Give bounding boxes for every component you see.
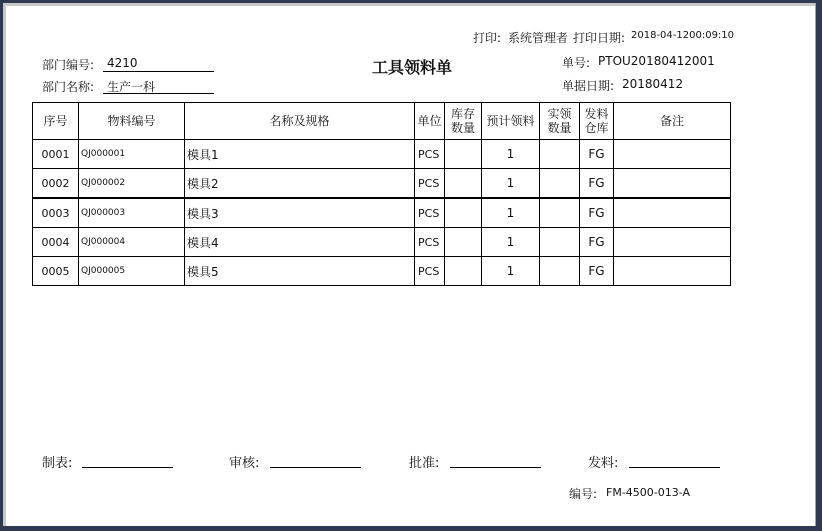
- made-by-line: [82, 467, 173, 468]
- cell-seq: 0003: [33, 198, 79, 228]
- cell-planned: 1: [482, 257, 540, 286]
- cell-unit: PCS: [415, 140, 445, 169]
- dept-name-value: 生产一科: [107, 80, 156, 94]
- cell-unit: PCS: [415, 257, 445, 286]
- cell-unit: PCS: [415, 198, 445, 228]
- printer-label: 打印:: [473, 31, 502, 45]
- made-by-label: 制表:: [42, 456, 73, 471]
- cell-planned: 1: [482, 228, 540, 257]
- cell-stock: [445, 198, 482, 228]
- print-date-value: 2018-04-1200:09:10: [631, 30, 735, 41]
- table-row: [33, 257, 731, 286]
- table-row: [33, 228, 731, 257]
- print-date-label: 打印日期:: [573, 31, 626, 45]
- cell-remark: [614, 169, 731, 199]
- table-row: [33, 140, 731, 169]
- cell-actual: [540, 140, 580, 169]
- cell-planned: 1: [482, 198, 540, 228]
- cell-planned: 1: [482, 140, 540, 169]
- dept-name-underline: [103, 93, 214, 94]
- cell-remark: [614, 198, 731, 228]
- items-table: [32, 102, 731, 286]
- dept-code-value: 4210: [107, 56, 138, 70]
- col-header-name: 名称及规格: [185, 103, 415, 140]
- cell-warehouse: FG: [580, 228, 614, 257]
- cell-stock: [445, 169, 482, 199]
- dept-code-underline: [103, 71, 214, 72]
- approved-by-label: 批准:: [409, 456, 440, 471]
- cell-stock: [445, 257, 482, 286]
- col-header-stock: 库存 数量: [445, 103, 482, 140]
- cell-code: QJ000001: [79, 140, 185, 169]
- col-header-code: 物料编号: [79, 103, 185, 140]
- cell-name: 模具3: [185, 198, 415, 228]
- reviewed-by-line: [270, 467, 361, 468]
- col-header-actual: 实领 数量: [540, 103, 580, 140]
- cell-code: QJ000005: [79, 257, 185, 286]
- cell-warehouse: FG: [580, 169, 614, 199]
- issued-by-label: 发料:: [588, 456, 619, 471]
- cell-remark: [614, 257, 731, 286]
- form-no-value: FM-4500-013-A: [606, 486, 690, 499]
- cell-code: QJ000004: [79, 228, 185, 257]
- dept-code-label: 部门编号:: [42, 58, 95, 72]
- col-header-remark: 备注: [614, 103, 731, 140]
- cell-actual: [540, 257, 580, 286]
- table-row: [33, 169, 731, 199]
- order-date-value: 20180412: [622, 77, 684, 91]
- cell-stock: [445, 228, 482, 257]
- document-title: 工具领料单: [372, 58, 453, 77]
- cell-seq: 0004: [33, 228, 79, 257]
- cell-code: QJ000003: [79, 198, 185, 228]
- cell-name: 模具2: [185, 169, 415, 199]
- reviewed-by-label: 审核:: [229, 456, 260, 471]
- cell-warehouse: FG: [580, 198, 614, 228]
- cell-stock: [445, 140, 482, 169]
- issued-by-line: [629, 467, 720, 468]
- form-no-label: 编号:: [569, 487, 598, 501]
- cell-name: 模具5: [185, 257, 415, 286]
- cell-name: 模具1: [185, 140, 415, 169]
- col-header-planned: 预计领料: [482, 103, 540, 140]
- approved-by-line: [450, 467, 541, 468]
- cell-name: 模具4: [185, 228, 415, 257]
- cell-code: QJ000002: [79, 169, 185, 199]
- order-no-label: 单号:: [562, 56, 591, 70]
- col-header-seq: 序号: [33, 103, 79, 140]
- cell-planned: 1: [482, 169, 540, 199]
- cell-seq: 0005: [33, 257, 79, 286]
- cell-seq: 0001: [33, 140, 79, 169]
- cell-actual: [540, 228, 580, 257]
- cell-actual: [540, 169, 580, 199]
- cell-warehouse: FG: [580, 140, 614, 169]
- table-row: [33, 198, 731, 228]
- col-header-warehouse: 发料 仓库: [580, 103, 614, 140]
- print-preview-page: [3, 3, 816, 526]
- cell-actual: [540, 198, 580, 228]
- dept-name-label: 部门名称:: [42, 80, 95, 94]
- table-header-row: [33, 103, 731, 140]
- col-header-unit: 单位: [415, 103, 445, 140]
- cell-seq: 0002: [33, 169, 79, 199]
- cell-remark: [614, 140, 731, 169]
- cell-warehouse: FG: [580, 257, 614, 286]
- cell-unit: PCS: [415, 169, 445, 199]
- order-no-value: PTOU20180412001: [598, 54, 715, 68]
- order-date-label: 单据日期:: [562, 79, 615, 93]
- cell-remark: [614, 228, 731, 257]
- printer-value: 系统管理者: [508, 31, 569, 45]
- cell-unit: PCS: [415, 228, 445, 257]
